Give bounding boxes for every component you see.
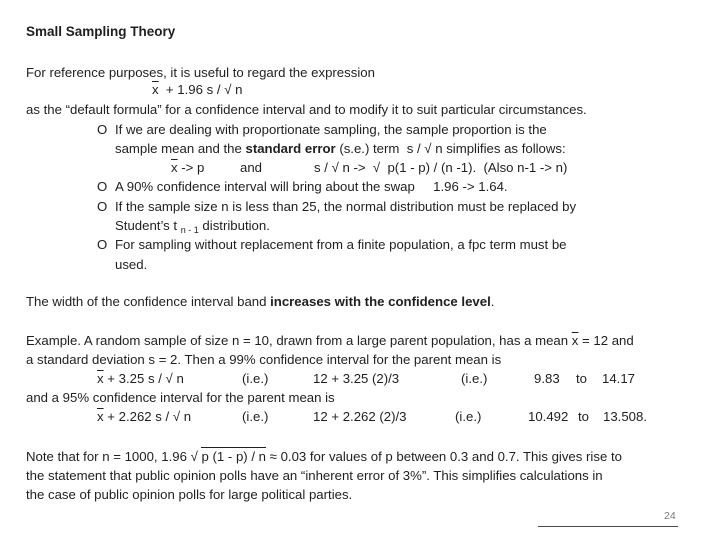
default-formula	[152, 81, 242, 98]
sqrt-expression: √ p (1 - p) / n	[190, 449, 266, 464]
width-statement: The width of the confidence interval band increases with the confidence level.	[26, 294, 495, 309]
bullet-1-proportion-formula: s / √ n -> √ p(1 - p) / (n -1). (Also n-1 -> n)	[314, 160, 568, 175]
ci-95-upper: 13.508.	[603, 409, 647, 424]
x-bar: $\overline{x}$	[571, 333, 579, 348]
note-line-3: the case of public opinion polls for large political parties.	[26, 487, 353, 502]
x-bar: $\overline{x}$	[171, 160, 178, 175]
ci-95-to: to	[578, 409, 589, 424]
ci-99-calculation: 12 + 3.25 (2)/3	[313, 371, 400, 386]
bullet-marker: O	[97, 122, 108, 137]
example-line-2: a standard deviation s = 2. Then a 99% confidence interval for the parent mean is	[26, 352, 502, 367]
bullet-1-and: and	[240, 160, 263, 175]
bullet-4-line-2: used.	[115, 257, 148, 272]
intro-line-1: For reference purposes, it is useful to regard the expression	[26, 65, 375, 80]
x-bar: $\overline{x}$	[97, 409, 104, 424]
default-formula-rest: + 1.96 s / √ n	[165, 82, 243, 97]
ci-99-to: to	[576, 371, 587, 386]
bullet-1-line-1: If we are dealing with proportionate sampling, the sample proportion is the	[115, 122, 547, 137]
ci-99-upper: 14.17	[602, 371, 636, 386]
x-bar: $\overline{x}$	[152, 82, 159, 97]
x-bar: $\overline{x}$	[97, 371, 104, 386]
bullet-4-line-1: For sampling without replacement from a finite population, a fpc term must be	[115, 237, 567, 252]
note-line-2: the statement that public opinion polls have an “inherent error of 3%”. This simplifies calculations in	[26, 468, 603, 483]
width-statement-emphasis: increases with the confidence level	[270, 294, 491, 309]
ci-99-lower: 9.83	[534, 371, 560, 386]
bullet-marker: O	[97, 199, 108, 214]
ci-95-calculation: 12 + 2.262 (2)/3	[313, 409, 407, 424]
page-title: Small Sampling Theory	[26, 24, 176, 39]
bullet-1-line-2: sample mean and the standard error (s.e.) term s / √ n simplifies as follows:	[115, 141, 566, 156]
bullet-2-line-1: A 90% confidence interval will bring about the swap 1.96 -> 1.64.	[115, 179, 508, 194]
bullet-marker: O	[97, 237, 108, 252]
bullet-3-line-2: Student’s t $_{n - 1}$ distribution.	[115, 218, 270, 235]
example-line-1: Example. A random sample of size n = 10, drawn from a large parent population, has a mean $\overline{x} = 12$ and	[26, 333, 634, 348]
ci-99-ie-2: (i.e.)	[461, 371, 488, 386]
ci-99-ie-1: (i.e.)	[242, 371, 269, 386]
footer-rule	[538, 526, 678, 527]
degrees-of-freedom: n - 1	[180, 225, 199, 235]
bullet-3-line-1: If the sample size n is less than 25, the normal distribution must be replaced by	[115, 199, 577, 214]
radical-bar	[201, 447, 266, 448]
ci-95-formula: $\overline{x} + 2.262$ s / √ n	[97, 409, 192, 424]
ci-95-ie-2: (i.e.)	[455, 409, 482, 424]
ci-95-ie-1: (i.e.)	[242, 409, 269, 424]
example-line-4: and a 95% confidence interval for the parent mean is	[26, 390, 335, 405]
page-number: 24	[664, 510, 676, 522]
ci-99-formula: $\overline{x} + 3.25$ s / √ n	[97, 371, 184, 386]
bullet-marker: O	[97, 179, 108, 194]
bullet-1-line-3a: $\overline{x} -> p$	[171, 160, 205, 175]
ci-95-lower: 10.492	[528, 409, 569, 424]
note-line-1: Note that for n = 1000, 1.96 √ p (1 - p) / n ≈ 0.03 for values of p between 0.3 and 0.7. This gives rise to	[26, 449, 622, 464]
standard-error-term: standard error	[245, 141, 336, 156]
intro-line-3: as the “default formula” for a confidence interval and to modify it to suit particular circumstances.	[26, 102, 587, 117]
